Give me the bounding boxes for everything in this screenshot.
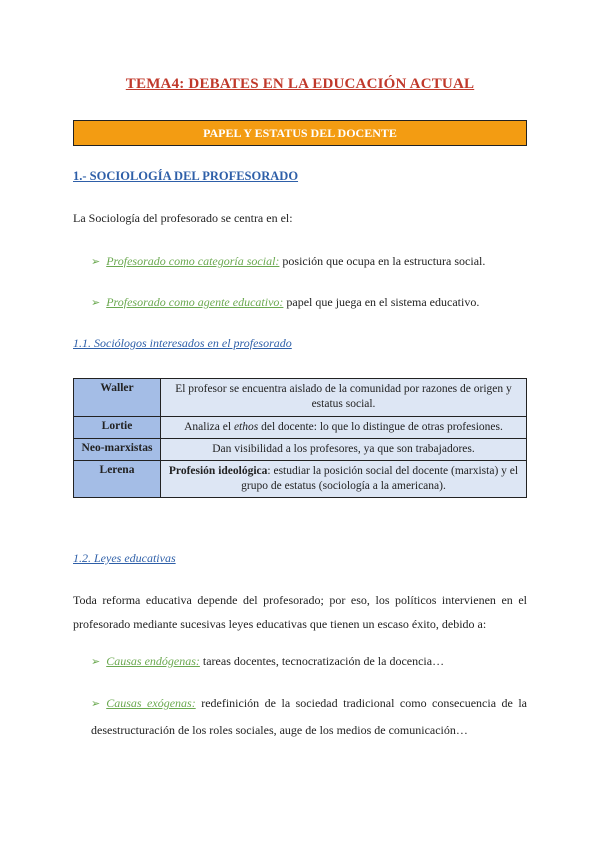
list-item-term: Profesorado como agente educativo: — [106, 295, 284, 309]
table-row — [74, 439, 527, 461]
list-item — [91, 295, 479, 310]
subsection-heading-leyes: 1.2. Leyes educativas — [73, 551, 176, 565]
table-value-cell — [161, 417, 527, 439]
table-value-cell: El profesor se encuentra aislado de la comunidad por razones de origen y estatus social. — [161, 379, 527, 417]
list-item — [91, 254, 485, 269]
table-value-emphasis: ethos — [233, 421, 259, 433]
arrow-right-icon: ➢ — [91, 296, 101, 309]
section-banner: PAPEL Y ESTATUS DEL DOCENTE — [73, 120, 527, 146]
list-item-text: papel que juega en el sistema educativo. — [283, 295, 480, 309]
list-item — [91, 690, 527, 743]
table-value-text: Analiza el — [184, 421, 234, 433]
leyes-paragraph: Toda reforma educativa depende del profesorado; por eso, los políticos intervienen en el profesorado mediante sucesivas leyes educativas que tienen un escaso éxito, debido a: — [73, 593, 527, 631]
section-heading-sociologia: 1.- SOCIOLOGÍA DEL PROFESORADO — [73, 169, 299, 183]
table-key-cell: Neo-marxistas — [74, 439, 161, 461]
sociologists-table — [73, 378, 527, 498]
table-key-cell: Lortie — [74, 417, 161, 439]
table-value-text: del docente: lo que lo distingue de otras profesiones. — [258, 421, 503, 433]
arrow-right-icon: ➢ — [91, 697, 101, 710]
table-value-cell — [161, 461, 527, 498]
document-title: TEMA4: DEBATES EN LA EDUCACIÓN ACTUAL — [125, 76, 475, 92]
table-value-cell: Dan visibilidad a los profesores, ya que son trabajadores. — [161, 439, 527, 461]
subsection-heading-sociologos: 1.1. Sociólogos interesados en el profesorado — [73, 336, 292, 350]
list-item-text: redefinición de la sociedad tradicional como consecuencia de la desestructuración de los roles sociales, auge de los medios de comunicación… — [91, 696, 527, 737]
table-row — [74, 417, 527, 439]
list-item-text: posición que ocupa en la estructura social. — [279, 254, 486, 268]
intro-paragraph: La Sociología del profesorado se centra en el: — [73, 211, 293, 225]
list-item — [91, 654, 444, 669]
table-value-text: : estudiar la posición social del docente (marxista) y el grupo de estatus (sociología a la americana). — [241, 465, 519, 492]
list-item-text: tareas docentes, tecnocratización de la docencia… — [199, 654, 445, 668]
table-value-bold: Profesión ideológica — [168, 465, 268, 477]
list-item-term: Profesorado como categoría social: — [106, 254, 280, 268]
table-key-cell: Waller — [74, 379, 161, 417]
table-row — [74, 461, 527, 498]
list-item-term: Causas endógenas: — [106, 654, 200, 668]
arrow-right-icon: ➢ — [91, 255, 101, 268]
table-key-cell: Lerena — [74, 461, 161, 498]
arrow-right-icon: ➢ — [91, 655, 101, 668]
list-item-term: Causas exógenas: — [106, 696, 196, 710]
table-row — [74, 379, 527, 417]
